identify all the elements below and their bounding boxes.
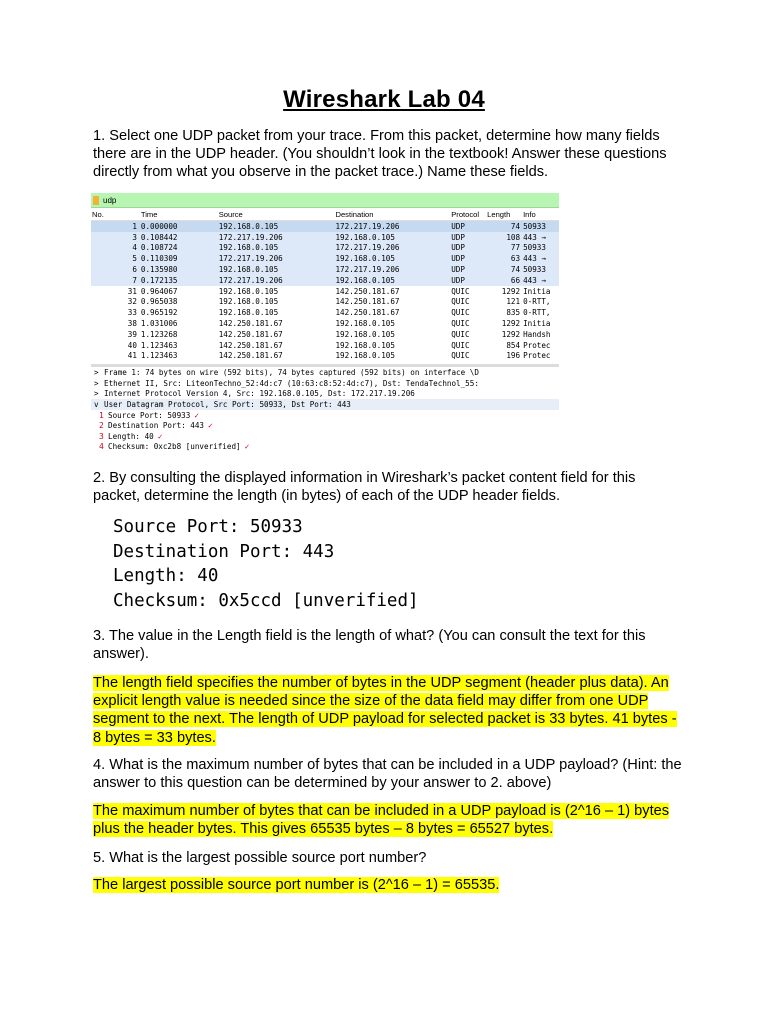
page-title: Wireshark Lab 04	[283, 86, 485, 113]
packet-info: 50933	[523, 243, 546, 253]
packet-protocol: QUIC	[451, 286, 470, 296]
packet-no: 32	[127, 297, 137, 307]
packet-destination: 142.250.181.67	[335, 308, 400, 318]
detail-text: Frame 1: 74 bytes on wire (592 bits), 74 bytes captured (592 bits) on interface \D	[104, 368, 479, 378]
question-2: 2. By consulting the displayed information in Wireshark’s packet content field for this packet, determine the length (in bytes) of each of the UDP header fields.	[93, 470, 636, 505]
packet-destination: 192.168.0.105	[335, 275, 395, 285]
collapsed-arrow-icon[interactable]: >	[94, 378, 99, 388]
packet-no: 41	[127, 351, 137, 361]
handwritten-number: 2	[99, 421, 104, 431]
field-destination-port: Destination Port: 443	[113, 541, 335, 562]
packet-info: Initia	[523, 319, 551, 329]
packet-length: 835	[506, 308, 521, 318]
packet-source: 192.168.0.105	[218, 265, 279, 275]
packet-destination: 192.168.0.105	[335, 351, 395, 361]
udp-field-row[interactable]	[91, 442, 559, 453]
packet-length: 77	[510, 243, 521, 253]
answer-5-text: The largest possible source port number is (2^16 – 1) = 65535.	[93, 877, 500, 893]
packet-protocol: UDP	[451, 265, 465, 275]
packet-row[interactable]	[91, 351, 559, 362]
packet-details	[91, 364, 559, 452]
packet-time: 1.123463	[140, 351, 178, 361]
packet-source: 192.168.0.105	[218, 297, 279, 307]
packet-source: 172.217.19.206	[218, 254, 283, 264]
packet-source: 172.217.19.206	[218, 232, 283, 242]
packet-no: 40	[127, 340, 137, 350]
question-4: 4. What is the maximum number of bytes that can be included in a UDP payload? (Hint: the answer to this question can be determined by your answer to 2. above)	[93, 757, 682, 792]
packet-row[interactable]	[91, 253, 559, 264]
packet-length: 74	[510, 221, 521, 231]
packet-time: 0.965038	[140, 297, 178, 307]
detail-row[interactable]	[91, 378, 559, 389]
packet-destination: 172.217.19.206	[335, 243, 400, 253]
wireshark-screenshot	[91, 193, 559, 457]
packet-source: 192.168.0.105	[218, 308, 279, 318]
packet-time: 0.108724	[140, 243, 178, 253]
packet-length: 66	[510, 275, 521, 285]
packet-protocol: UDP	[451, 254, 465, 264]
detail-text: Internet Protocol Version 4, Src: 192.168.0.105, Dst: 172.217.19.206	[104, 389, 415, 399]
packet-destination: 192.168.0.105	[335, 340, 395, 350]
udp-fields-block	[113, 515, 419, 613]
collapsed-arrow-icon[interactable]: >	[94, 389, 99, 399]
column-destination: Destination	[335, 209, 374, 219]
packet-protocol: QUIC	[451, 319, 470, 329]
packet-destination: 142.250.181.67	[335, 297, 400, 307]
packet-destination: 192.168.0.105	[335, 329, 395, 339]
column-source: Source	[218, 209, 243, 219]
column-info: Info	[523, 209, 536, 219]
packet-info: 50933	[523, 221, 546, 231]
packet-time: 0.135980	[140, 265, 178, 275]
packet-length: 74	[510, 265, 521, 275]
display-filter-bar	[91, 193, 559, 208]
packet-no: 31	[127, 286, 137, 296]
packet-source: 142.250.181.67	[218, 340, 283, 350]
packet-info: 443 →	[523, 232, 546, 242]
packet-protocol: QUIC	[451, 340, 470, 350]
handwritten-number: 4	[99, 442, 104, 452]
packet-destination: 172.217.19.206	[335, 221, 400, 231]
detail-row[interactable]	[91, 389, 559, 400]
display-filter-text: udp	[103, 195, 117, 205]
packet-no: 39	[127, 329, 137, 339]
packet-info: Protec	[523, 351, 551, 361]
answer-4	[93, 802, 683, 838]
packet-row[interactable]	[91, 286, 559, 297]
packet-row[interactable]	[91, 307, 559, 318]
udp-field-row[interactable]	[91, 431, 559, 442]
detail-row[interactable]	[91, 399, 559, 410]
udp-field-text: Destination Port: 443	[108, 421, 205, 431]
packet-row[interactable]	[91, 329, 559, 340]
packet-length: 63	[510, 254, 521, 264]
packet-list	[91, 221, 559, 361]
packet-no: 3	[132, 232, 137, 242]
packet-protocol: QUIC	[451, 329, 470, 339]
packet-info: Handsh	[523, 329, 551, 339]
answer-3	[93, 674, 683, 747]
packet-time: 0.108442	[140, 232, 178, 242]
packet-row[interactable]	[91, 232, 559, 243]
column-protocol: Protocol	[451, 209, 480, 219]
packet-length: 854	[506, 340, 521, 350]
packet-time: 0.110309	[140, 254, 178, 264]
handwritten-number: 1	[99, 410, 104, 420]
packet-destination: 172.217.19.206	[335, 265, 400, 275]
packet-length: 1292	[501, 329, 521, 339]
packet-source: 142.250.181.67	[218, 319, 283, 329]
packet-no: 33	[127, 308, 137, 318]
packet-protocol: UDP	[451, 232, 465, 242]
detail-text: User Datagram Protocol, Src Port: 50933, Dst Port: 443	[104, 399, 351, 409]
packet-info: 0-RTT,	[523, 297, 551, 307]
answer-4-text: The maximum number of bytes that can be included in a UDP payload is (2^16 – 1) bytes plus the header bytes. This gives 65535 bytes – 8 bytes = 65527 bytes.	[93, 803, 670, 838]
bookmark-icon	[93, 196, 99, 205]
packet-info: 443 →	[523, 254, 546, 264]
packet-info: 50933	[523, 265, 546, 275]
udp-field-row[interactable]	[91, 420, 559, 431]
answer-5	[93, 876, 683, 894]
field-length: Length: 40	[113, 566, 219, 587]
packet-destination: 192.168.0.105	[335, 232, 395, 242]
packet-source: 192.168.0.105	[218, 243, 279, 253]
packet-protocol: QUIC	[451, 351, 470, 361]
column-no: No.	[92, 209, 104, 219]
packet-protocol: QUIC	[451, 297, 470, 307]
checkmark-icon: ✓	[244, 442, 250, 452]
column-length: Length	[487, 209, 511, 219]
packet-length: 1292	[501, 319, 521, 329]
collapsed-arrow-icon[interactable]: >	[94, 368, 99, 378]
packet-row[interactable]	[91, 275, 559, 286]
packet-time: 0.000000	[140, 221, 178, 231]
question-3: 3. The value in the Length field is the length of what? (You can consult the text for this answer).	[93, 628, 646, 663]
packet-length: 108	[506, 232, 521, 242]
column-time: Time	[140, 209, 158, 219]
packet-length: 121	[506, 297, 521, 307]
checkmark-icon: ✓	[194, 410, 200, 420]
checkmark-icon: ✓	[208, 421, 213, 431]
packet-time: 1.123463	[140, 340, 178, 350]
packet-protocol: UDP	[451, 221, 465, 231]
packet-row[interactable]	[91, 318, 559, 329]
packet-protocol: QUIC	[451, 308, 470, 318]
packet-length: 196	[506, 351, 521, 361]
udp-field-text: Source Port: 50933	[108, 410, 191, 420]
packet-destination: 192.168.0.105	[335, 254, 395, 264]
answer-3-text: The length field specifies the number of bytes in the UDP segment (header plus data). An explicit length value is needed since the size of the data field may differ from one UDP segment to the next. The length of UDP payload for selected packet is 33 bytes. 41 bytes - 8 bytes = 33 bytes.	[93, 675, 677, 746]
packet-no: 5	[132, 254, 137, 264]
detail-row[interactable]	[91, 367, 559, 378]
packet-time: 0.965192	[140, 308, 178, 318]
packet-source: 192.168.0.105	[218, 221, 279, 231]
packet-time: 1.123268	[140, 329, 178, 339]
packet-length: 1292	[501, 286, 521, 296]
packet-time: 0.964067	[140, 286, 178, 296]
handwritten-number: 3	[99, 431, 104, 441]
packet-row[interactable]	[91, 340, 559, 351]
packet-source: 142.250.181.67	[218, 351, 283, 361]
packet-list-header	[91, 208, 559, 221]
field-source-port: Source Port: 50933	[113, 517, 303, 537]
packet-destination: 142.250.181.67	[335, 286, 400, 296]
packet-time: 1.031006	[140, 319, 178, 329]
question-1: 1. Select one UDP packet from your trace. From this packet, determine how many fields there are in the UDP header. (You shouldn’t look in the textbook! Answer these questions directly from what you observe in the packet trace.) Name these fields.	[93, 128, 667, 181]
packet-time: 0.172135	[140, 275, 178, 285]
udp-field-row[interactable]	[91, 410, 559, 421]
question-5: 5. What is the largest possible source port number?	[93, 850, 427, 866]
udp-field-text: Length: 40	[108, 431, 154, 441]
packet-protocol: UDP	[451, 243, 465, 253]
packet-row[interactable]	[91, 221, 559, 232]
packet-no: 6	[132, 265, 137, 275]
packet-destination: 192.168.0.105	[335, 319, 395, 329]
packet-info: Initia	[523, 286, 551, 296]
packet-row[interactable]	[91, 243, 559, 254]
packet-row[interactable]	[91, 264, 559, 275]
packet-no: 7	[132, 275, 137, 285]
detail-text: Ethernet II, Src: LiteonTechno_52:4d:c7 (10:63:c8:52:4d:c7), Dst: TendaTechnol_55:	[104, 378, 479, 388]
udp-field-text: Checksum: 0xc2b8 [unverified]	[108, 442, 241, 452]
packet-info: Protec	[523, 340, 551, 350]
packet-no: 38	[127, 319, 137, 329]
packet-no: 4	[132, 243, 137, 253]
packet-info: 443 →	[523, 275, 546, 285]
packet-no: 1	[132, 221, 137, 231]
packet-source: 142.250.181.67	[218, 329, 283, 339]
expanded-arrow-icon[interactable]: v	[94, 399, 99, 409]
checkmark-icon: ✓	[157, 431, 163, 441]
packet-source: 172.217.19.206	[218, 275, 283, 285]
packet-info: 0-RTT,	[523, 308, 551, 318]
field-checksum: Checksum: 0x5ccd [unverified]	[113, 590, 419, 611]
packet-source: 192.168.0.105	[218, 286, 279, 296]
packet-row[interactable]	[91, 297, 559, 308]
packet-protocol: UDP	[451, 275, 465, 285]
